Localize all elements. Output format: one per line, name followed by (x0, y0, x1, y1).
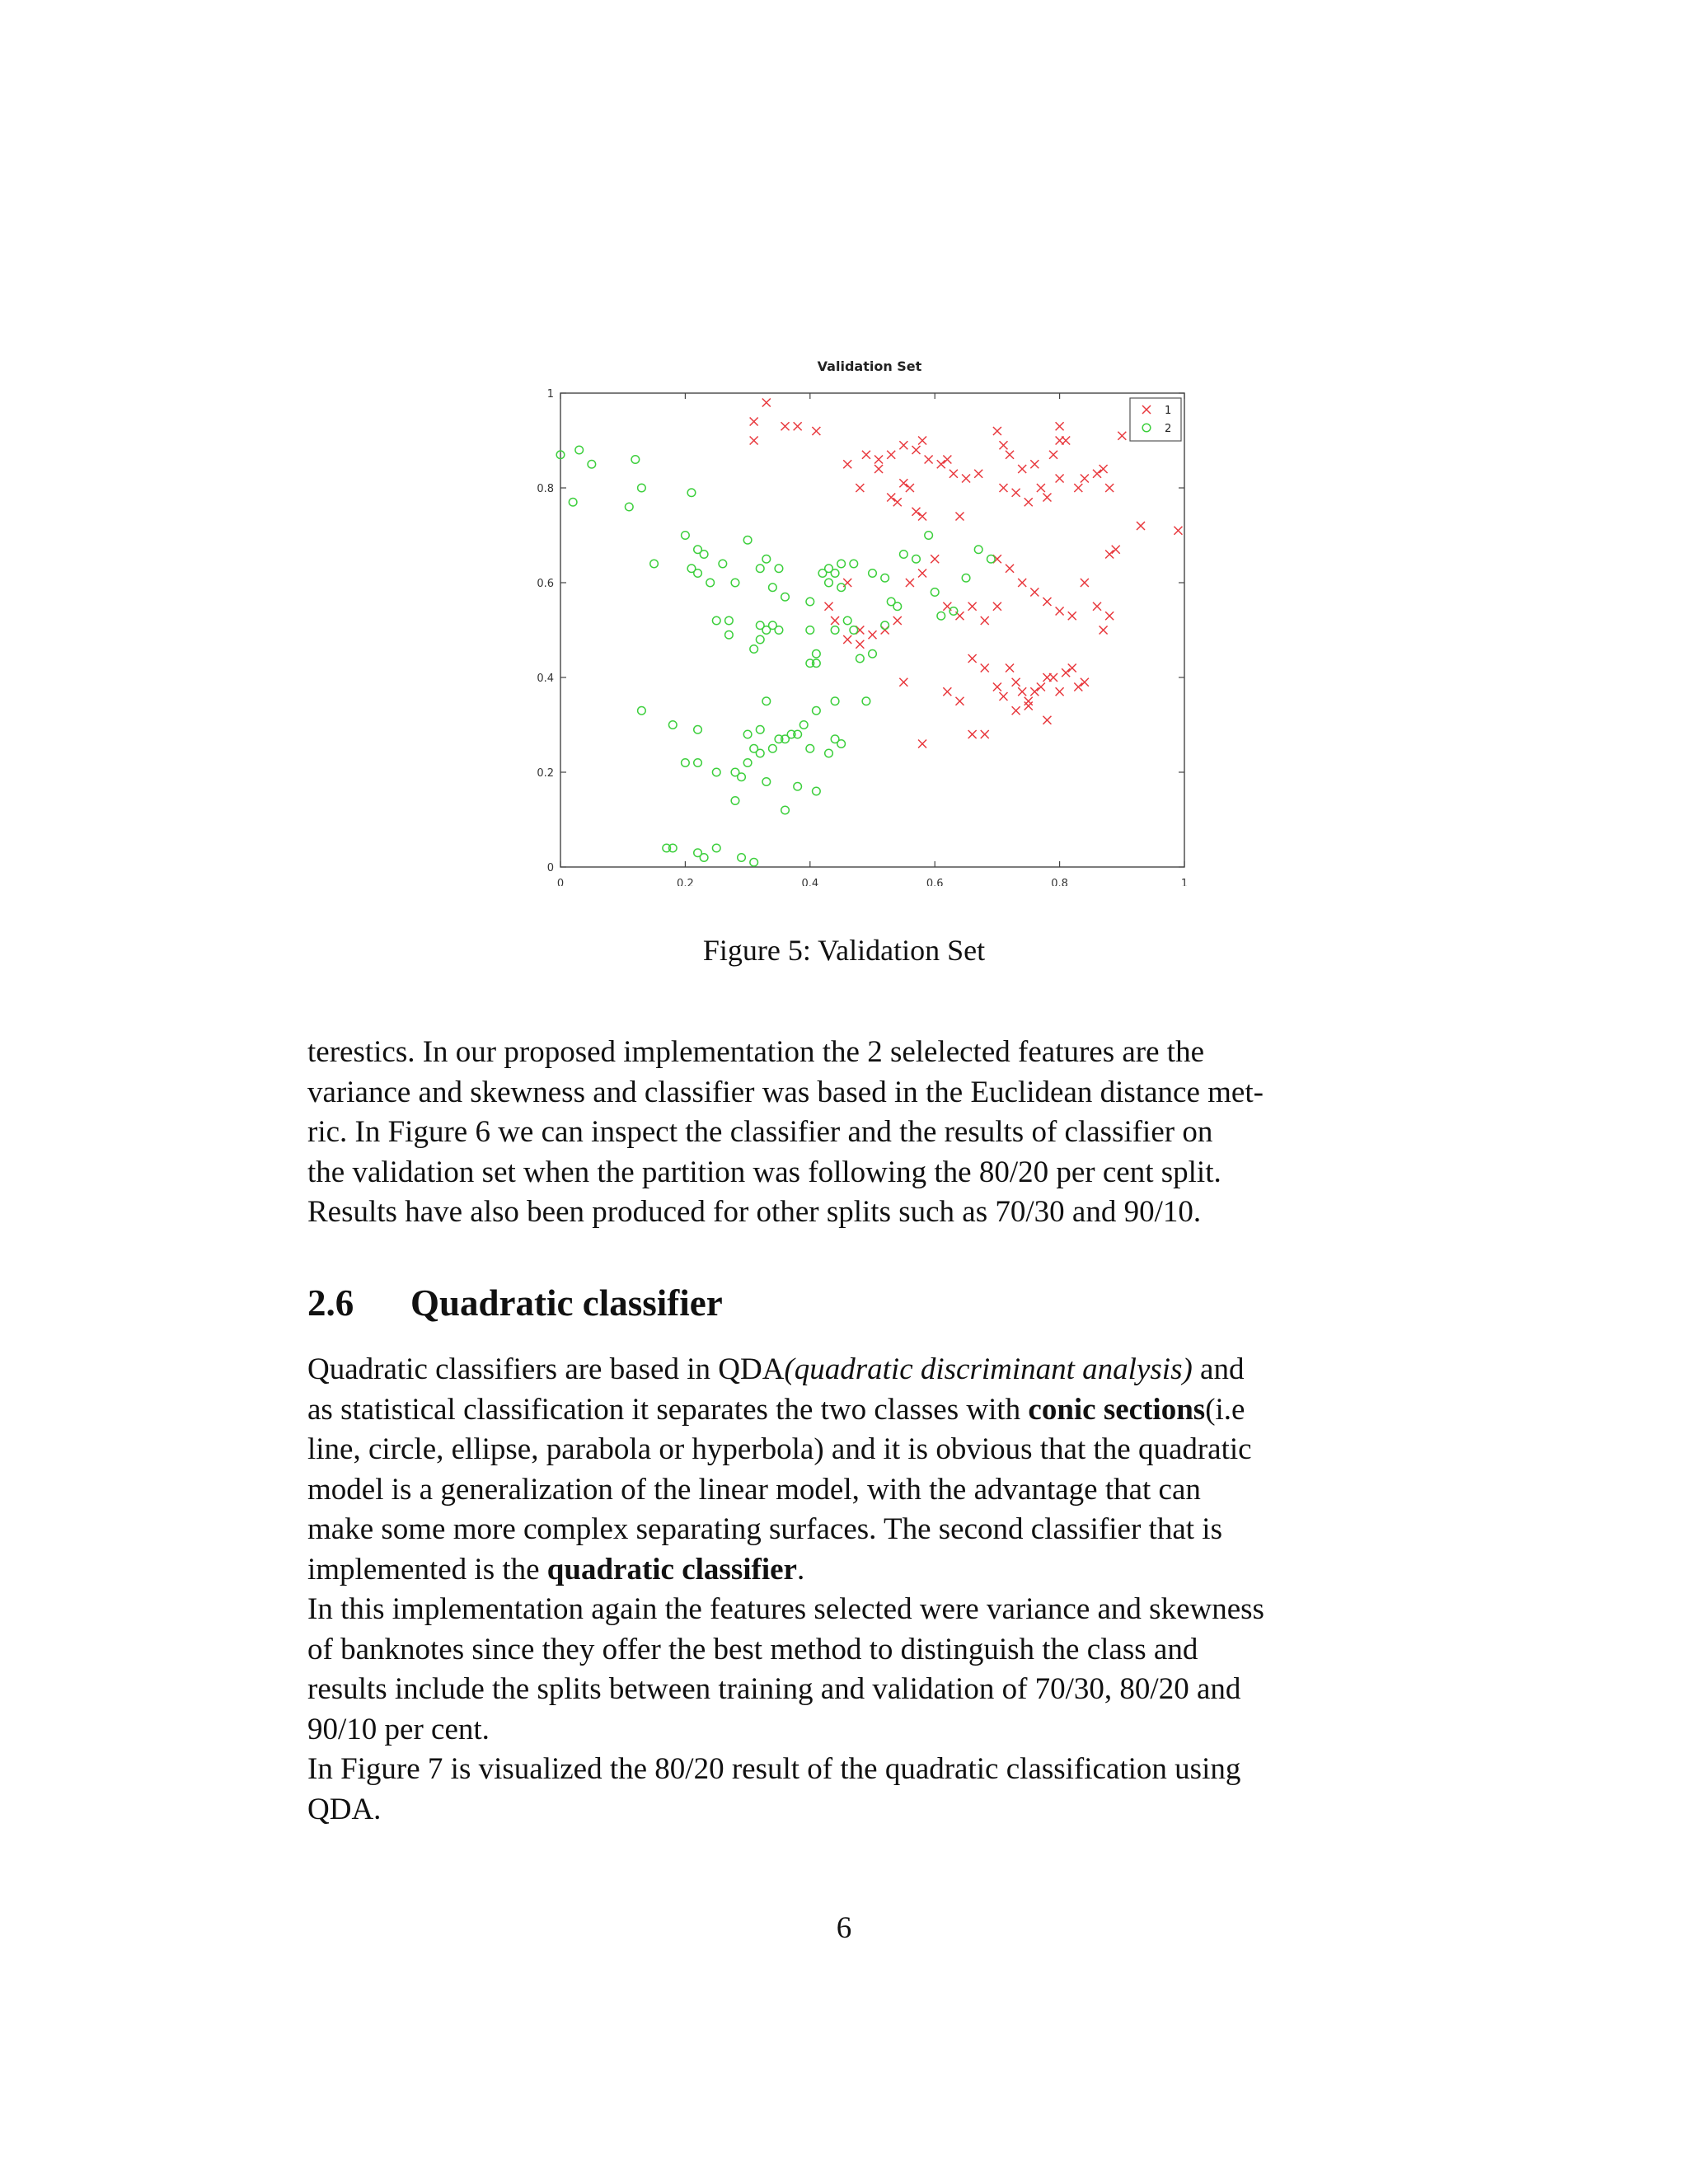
plot-frame (560, 393, 1184, 867)
data-point-class-2 (743, 536, 752, 544)
data-point-class-1 (843, 460, 851, 468)
data-point-class-2 (837, 583, 846, 592)
data-point-class-1 (906, 579, 914, 587)
data-point-class-1 (1093, 602, 1101, 611)
data-point-class-2 (719, 560, 727, 568)
data-point-class-1 (955, 697, 964, 705)
data-point-class-1 (893, 498, 902, 506)
data-point-class-2 (712, 768, 720, 776)
data-point-class-1 (1105, 612, 1114, 620)
data-point-class-2 (862, 697, 870, 705)
x-tick-label: 0 (556, 878, 565, 886)
text-line: results include the splits between training and validation of 70/30, 80/20 and (307, 1672, 1241, 1706)
data-point-class-1 (931, 555, 939, 563)
data-point-class-1 (918, 513, 926, 521)
data-point-class-1 (993, 683, 1001, 691)
data-point-class-2 (731, 797, 739, 805)
data-point-class-1 (1112, 546, 1120, 554)
validation-set-scatter-chart (495, 350, 1203, 886)
data-point-class-2 (682, 532, 690, 540)
data-point-class-1 (899, 479, 907, 487)
data-point-class-2 (769, 744, 777, 752)
data-point-class-1 (1105, 484, 1114, 492)
x-tick-label: 0.6 (926, 878, 944, 886)
data-point-class-2 (837, 740, 846, 748)
data-point-class-2 (638, 706, 646, 715)
data-point-class-2 (694, 759, 702, 767)
data-point-class-1 (955, 513, 964, 521)
data-point-class-1 (1068, 664, 1076, 673)
data-point-class-1 (968, 602, 977, 611)
data-point-class-2 (831, 569, 839, 578)
data-point-class-2 (813, 649, 821, 658)
data-point-class-2 (743, 730, 752, 738)
data-point-class-2 (588, 460, 596, 468)
data-point-class-2 (762, 697, 771, 705)
data-point-class-1 (1043, 494, 1051, 502)
section-heading (307, 1282, 723, 1324)
y-tick-label: 1 (546, 388, 554, 401)
chart-title: Validation Set (817, 359, 922, 374)
data-point-class-1 (912, 508, 920, 516)
data-point-class-2 (925, 532, 933, 540)
text-line (307, 1550, 1383, 1591)
section-number: 2.6 (307, 1282, 354, 1324)
data-point-class-2 (712, 616, 720, 625)
text-line: In Figure 7 is visualized the 80/20 result of the quadratic classification using (307, 1752, 1241, 1786)
data-point-class-2 (869, 569, 877, 578)
data-point-class-2 (850, 626, 858, 635)
data-point-class-1 (918, 740, 926, 748)
data-point-class-2 (831, 626, 839, 635)
data-point-class-1 (1118, 432, 1126, 440)
data-point-class-1 (999, 484, 1007, 492)
page-number: 6 (836, 1911, 852, 1945)
data-point-class-2 (813, 787, 821, 795)
data-point-class-2 (725, 616, 734, 625)
data-point-class-2 (725, 630, 734, 639)
data-point-class-2 (743, 759, 752, 767)
data-point-class-2 (756, 749, 764, 757)
data-point-class-2 (825, 749, 833, 757)
data-point-class-1 (1062, 668, 1070, 677)
data-point-class-2 (694, 569, 702, 578)
data-point-class-2 (912, 555, 921, 563)
data-point-class-1 (750, 437, 758, 445)
text-line: 90/10 per cent. (307, 1712, 490, 1746)
legend-label: 1 (1165, 405, 1172, 417)
data-point-class-1 (906, 484, 914, 492)
data-point-class-2 (750, 858, 758, 866)
x-tick-label: 0.4 (801, 878, 819, 886)
data-point-class-1 (1012, 706, 1020, 715)
text-line (307, 1390, 1383, 1431)
data-point-class-2 (794, 782, 802, 790)
x-tick-label: 0.2 (677, 878, 694, 886)
text-line: QDA. (307, 1792, 382, 1826)
text-run: Quadratic classifiers are based in QDA (307, 1352, 785, 1386)
data-point-class-1 (781, 422, 790, 430)
data-point-class-1 (981, 664, 989, 673)
data-point-class-1 (1100, 626, 1108, 635)
data-point-class-1 (1043, 716, 1051, 724)
data-point-class-1 (1049, 451, 1057, 459)
data-point-class-1 (1012, 678, 1020, 687)
data-point-class-1 (962, 475, 970, 483)
data-point-class-1 (1081, 475, 1089, 483)
data-point-class-2 (650, 560, 659, 568)
data-point-class-1 (981, 730, 989, 738)
data-point-class-1 (874, 465, 883, 473)
data-point-class-1 (1037, 683, 1045, 691)
data-point-class-1 (825, 602, 833, 611)
data-point-class-2 (700, 854, 708, 862)
text-line: variance and skewness and classifier was based in the Euclidean distance met- (307, 1075, 1264, 1109)
data-point-class-1 (1056, 422, 1064, 430)
data-point-class-1 (999, 441, 1007, 449)
data-point-class-1 (999, 692, 1007, 701)
data-point-class-2 (638, 484, 646, 492)
data-point-class-1 (1081, 678, 1089, 687)
data-point-class-2 (775, 565, 783, 573)
text-line: make some more complex separating surfaces. The second classifier that is (307, 1512, 1222, 1546)
data-point-class-1 (1018, 687, 1026, 696)
data-point-class-1 (1068, 612, 1076, 620)
data-point-class-2 (687, 489, 696, 497)
data-point-class-1 (1025, 697, 1033, 705)
data-point-class-2 (831, 697, 839, 705)
data-point-class-1 (981, 616, 989, 625)
text-line (307, 1350, 1383, 1390)
data-point-class-2 (762, 778, 771, 786)
data-point-class-2 (813, 706, 821, 715)
data-point-class-1 (1174, 527, 1182, 535)
data-point-class-2 (987, 555, 996, 563)
data-point-class-2 (937, 612, 945, 620)
data-point-class-1 (794, 422, 802, 430)
x-tick-label: 1 (1180, 878, 1189, 886)
data-point-class-1 (1081, 579, 1089, 587)
data-point-class-2 (856, 654, 865, 663)
data-point-class-1 (887, 451, 895, 459)
data-point-class-1 (1012, 489, 1020, 497)
text-line: of banknotes since they offer the best method to distinguish the class and (307, 1632, 1198, 1666)
text-run: as statistical classification it separates the two classes with (307, 1392, 1029, 1427)
data-point-class-2 (775, 626, 783, 635)
data-point-class-1 (968, 654, 977, 663)
data-point-class-2 (569, 498, 577, 506)
data-point-class-1 (937, 460, 945, 468)
legend-box (1130, 398, 1181, 441)
data-point-class-1 (869, 630, 877, 639)
data-point-class-2 (881, 621, 889, 630)
data-point-class-2 (769, 583, 777, 592)
data-point-class-2 (825, 579, 833, 587)
bold-term: quadratic classifier (546, 1552, 797, 1586)
paragraph-intro (307, 1033, 1383, 1233)
data-point-class-1 (762, 399, 771, 407)
x-tick-label: 0.8 (1051, 878, 1068, 886)
data-point-class-1 (856, 640, 864, 649)
data-point-class-1 (1105, 551, 1114, 559)
data-point-class-1 (1006, 565, 1014, 573)
data-point-class-1 (950, 470, 958, 478)
data-point-class-1 (874, 456, 883, 464)
data-point-class-1 (968, 730, 977, 738)
data-point-class-1 (1018, 579, 1026, 587)
data-point-class-2 (974, 546, 982, 554)
data-point-class-1 (812, 427, 820, 435)
data-point-class-1 (1025, 498, 1033, 506)
data-point-class-1 (1100, 465, 1108, 473)
data-point-class-1 (918, 437, 926, 445)
data-point-class-1 (1056, 475, 1064, 483)
data-point-class-2 (950, 607, 958, 616)
data-point-class-2 (756, 565, 764, 573)
text-line: line, circle, ellipse, parabola or hyperbola) and it is obvious that the quadratic (307, 1432, 1252, 1466)
data-point-class-1 (1006, 451, 1014, 459)
data-point-class-1 (831, 616, 839, 625)
data-point-class-1 (1074, 683, 1082, 691)
text-run: . (796, 1552, 805, 1586)
text-line: In this implementation again the features selected were variance and skewness (307, 1592, 1264, 1626)
data-point-class-1 (912, 446, 920, 454)
data-point-class-1 (862, 451, 870, 459)
data-point-class-1 (899, 678, 907, 687)
data-point-class-1 (893, 616, 902, 625)
data-point-class-1 (843, 635, 851, 644)
text-run: and (1192, 1352, 1245, 1386)
data-point-class-1 (1037, 484, 1045, 492)
data-point-class-1 (856, 484, 864, 492)
italic-term: (quadratic discriminant analysis) (784, 1352, 1193, 1386)
data-point-class-1 (918, 569, 926, 578)
data-point-class-1 (1056, 687, 1064, 696)
data-point-class-1 (1056, 607, 1064, 616)
text-line: model is a generalization of the linear model, with the advantage that can (307, 1472, 1201, 1507)
data-point-class-2 (931, 588, 939, 597)
text-line: ric. In Figure 6 we can inspect the classifier and the results of classifier on (307, 1115, 1213, 1149)
data-point-class-1 (887, 494, 895, 502)
figure-caption: Figure 5: Validation Set (702, 934, 986, 967)
data-point-class-1 (925, 456, 933, 464)
data-point-class-1 (993, 427, 1001, 435)
data-point-class-2 (625, 503, 633, 511)
data-point-class-2 (837, 560, 846, 568)
data-point-class-2 (694, 725, 702, 733)
data-point-class-2 (575, 446, 584, 454)
data-point-class-2 (738, 773, 746, 781)
data-point-class-1 (1030, 687, 1039, 696)
y-tick-label: 0 (546, 862, 554, 874)
data-point-class-2 (962, 574, 970, 582)
data-point-class-2 (682, 759, 690, 767)
data-point-class-2 (806, 598, 814, 606)
paragraph-quadratic (307, 1350, 1383, 1830)
data-point-class-2 (706, 579, 715, 587)
data-point-class-1 (1006, 664, 1014, 673)
data-point-class-1 (1049, 673, 1057, 682)
data-point-class-2 (781, 806, 790, 814)
data-point-class-2 (762, 555, 771, 563)
section-title: Quadratic classifier (410, 1282, 723, 1324)
text-line: Results have also been produced for other splits such as 70/30 and 90/10. (307, 1195, 1202, 1229)
data-point-class-2 (869, 649, 877, 658)
data-point-class-1 (1030, 460, 1039, 468)
data-point-class-2 (700, 551, 708, 559)
data-point-class-1 (943, 456, 951, 464)
legend-label: 2 (1165, 423, 1172, 435)
data-point-class-2 (756, 635, 764, 644)
data-point-class-2 (738, 854, 746, 862)
data-point-class-1 (899, 441, 907, 449)
data-point-class-1 (1025, 702, 1033, 710)
data-point-class-2 (668, 721, 677, 729)
text-line: the validation set when the partition was following the 80/20 per cent split. (307, 1155, 1221, 1189)
y-tick-label: 0.6 (537, 578, 554, 590)
data-point-class-1 (750, 418, 758, 426)
data-point-class-1 (974, 470, 982, 478)
text-run: implemented is the (307, 1552, 547, 1586)
data-point-class-1 (1093, 470, 1101, 478)
y-tick-label: 0.4 (537, 673, 554, 685)
text-line: terestics. In our proposed implementation the 2 selelected features are the (307, 1035, 1204, 1069)
data-point-class-2 (806, 744, 814, 752)
data-point-class-1 (1018, 465, 1026, 473)
data-point-class-2 (850, 560, 858, 568)
data-point-class-1 (1137, 522, 1145, 530)
data-point-class-2 (750, 645, 758, 654)
text-run: (i.e (1205, 1392, 1245, 1427)
data-point-class-2 (900, 551, 908, 559)
y-tick-label: 0.2 (537, 767, 554, 780)
data-point-class-2 (806, 626, 814, 635)
data-point-class-2 (799, 721, 808, 729)
data-point-class-2 (881, 574, 889, 582)
data-point-class-2 (712, 844, 720, 852)
data-point-class-1 (943, 687, 951, 696)
data-point-class-1 (1030, 588, 1039, 597)
data-point-class-2 (781, 593, 790, 601)
data-point-class-2 (731, 579, 739, 587)
data-point-class-1 (1074, 484, 1082, 492)
bold-term: conic sections (1028, 1392, 1206, 1427)
data-point-class-1 (1043, 598, 1051, 606)
data-point-class-2 (756, 725, 764, 733)
data-point-class-2 (631, 456, 640, 464)
data-point-class-2 (893, 602, 902, 611)
y-tick-label: 0.8 (537, 483, 554, 495)
data-point-class-1 (1062, 437, 1070, 445)
data-point-class-1 (993, 602, 1001, 611)
data-point-class-2 (843, 616, 851, 625)
